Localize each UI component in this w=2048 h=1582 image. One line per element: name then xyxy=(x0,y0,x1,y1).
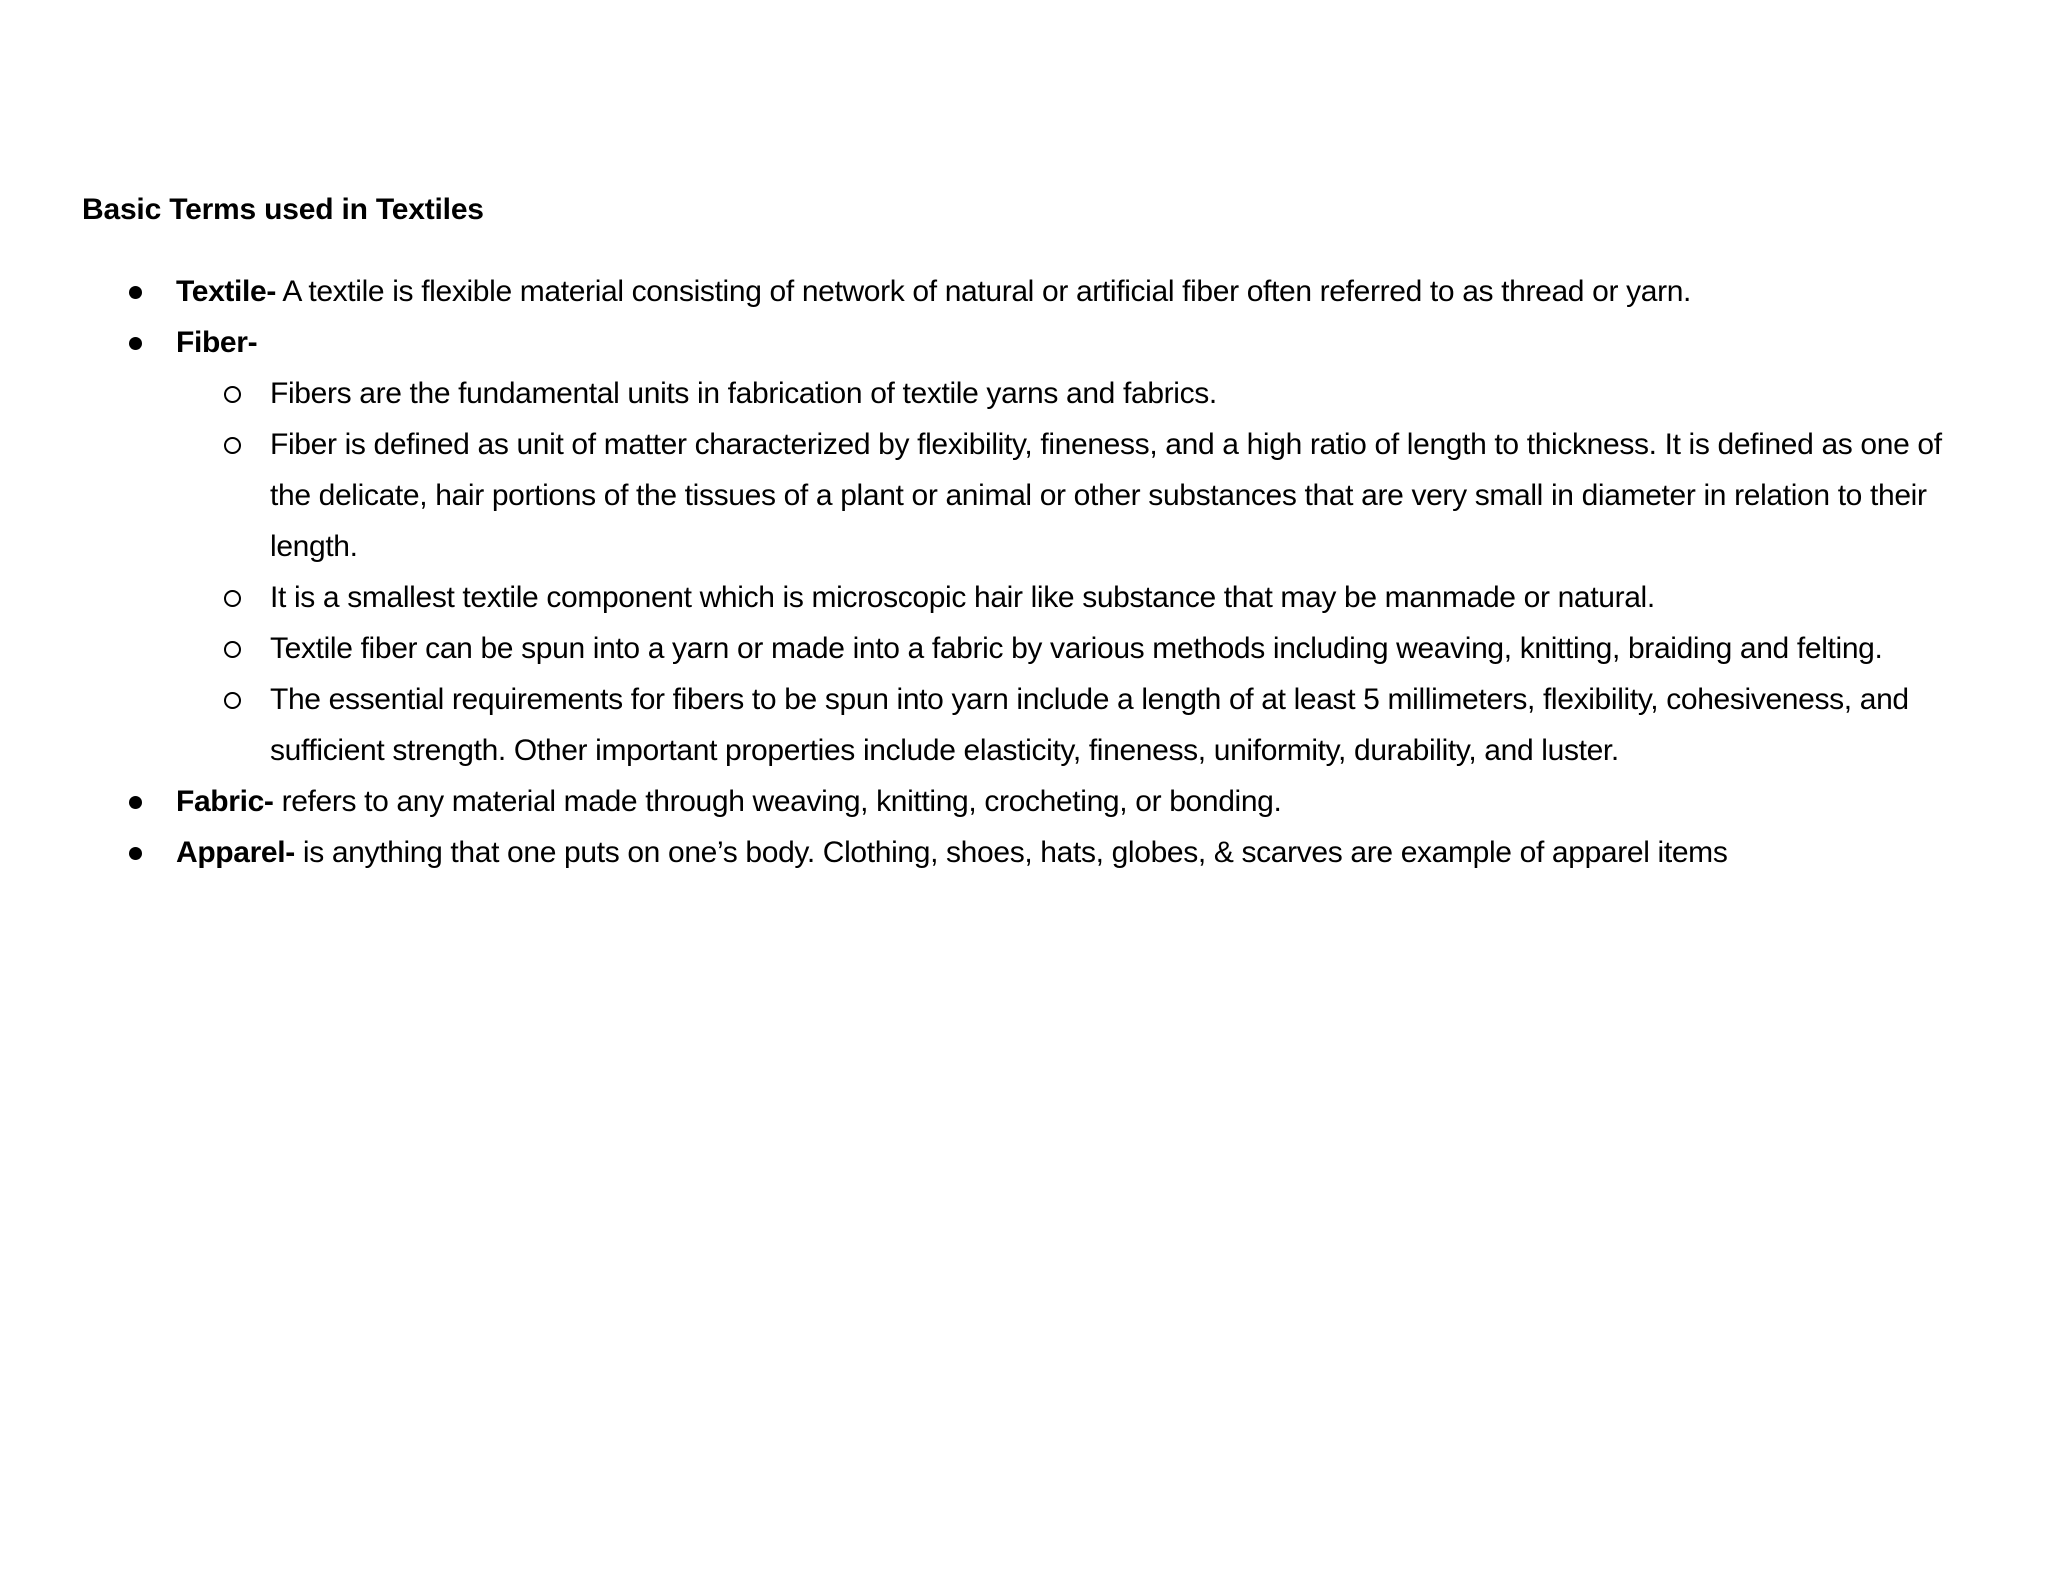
circle-bullet-icon xyxy=(224,437,241,454)
sub-item-text: Fibers are the fundamental units in fabrication of textile yarns and fabrics. xyxy=(270,377,1217,410)
document-title: Basic Terms used in Textiles xyxy=(82,193,484,226)
term-item-textile xyxy=(0,266,2048,317)
fiber-sub-list xyxy=(176,368,2008,776)
bullet-icon xyxy=(129,847,142,860)
term-name: Fiber- xyxy=(176,326,258,359)
circle-bullet-icon xyxy=(224,386,241,403)
term-name: Fabric- xyxy=(176,785,274,818)
sub-item-text: It is a smallest textile component which is microscopic hair like substance that may be manmade or natural. xyxy=(270,581,1655,614)
term-item-fiber xyxy=(0,317,2048,776)
bullet-icon xyxy=(129,286,142,299)
sub-list-item xyxy=(0,623,1978,674)
term-name: Apparel- xyxy=(176,836,295,869)
term-item-apparel xyxy=(0,827,2048,878)
circle-bullet-icon xyxy=(224,590,241,607)
sub-item-text: Fiber is defined as unit of matter characterized by flexibility, fineness, and a high ratio of length to thickness. It is defined as one of the delicate, hair portions of the tissues of a plant or animal or other substances that are very small in diameter in relation to their length. xyxy=(270,428,1942,563)
term-definition: refers to any material made through weaving, knitting, crocheting, or bonding. xyxy=(273,785,1282,818)
term-definition: A textile is flexible material consisting of network of natural or artificial fiber often referred to as thread or yarn. xyxy=(276,275,1692,308)
term-item-fabric xyxy=(0,776,2048,827)
circle-bullet-icon xyxy=(224,692,241,709)
term-name: Textile- xyxy=(176,275,277,308)
sub-item-text: The essential requirements for fibers to be spun into yarn include a length of at least 5 millimeters, flexibility, cohesiveness, and sufficient strength. Other important properties include elasticity, fineness, uniformity, durability, and luster. xyxy=(270,683,1909,767)
sub-list-item xyxy=(0,674,1978,776)
sub-list-item xyxy=(0,368,1978,419)
bullet-icon xyxy=(129,337,142,350)
bullet-icon xyxy=(129,796,142,809)
sub-list-item xyxy=(0,419,1978,572)
term-definition: is anything that one puts on one’s body. Clothing, shoes, hats, globes, & scarves are example of apparel items xyxy=(294,836,1728,869)
terms-list xyxy=(0,266,2048,878)
sub-item-text: Textile fiber can be spun into a yarn or made into a fabric by various methods including weaving, knitting, braiding and felting. xyxy=(270,632,1883,665)
circle-bullet-icon xyxy=(224,641,241,658)
sub-list-item xyxy=(0,572,1978,623)
